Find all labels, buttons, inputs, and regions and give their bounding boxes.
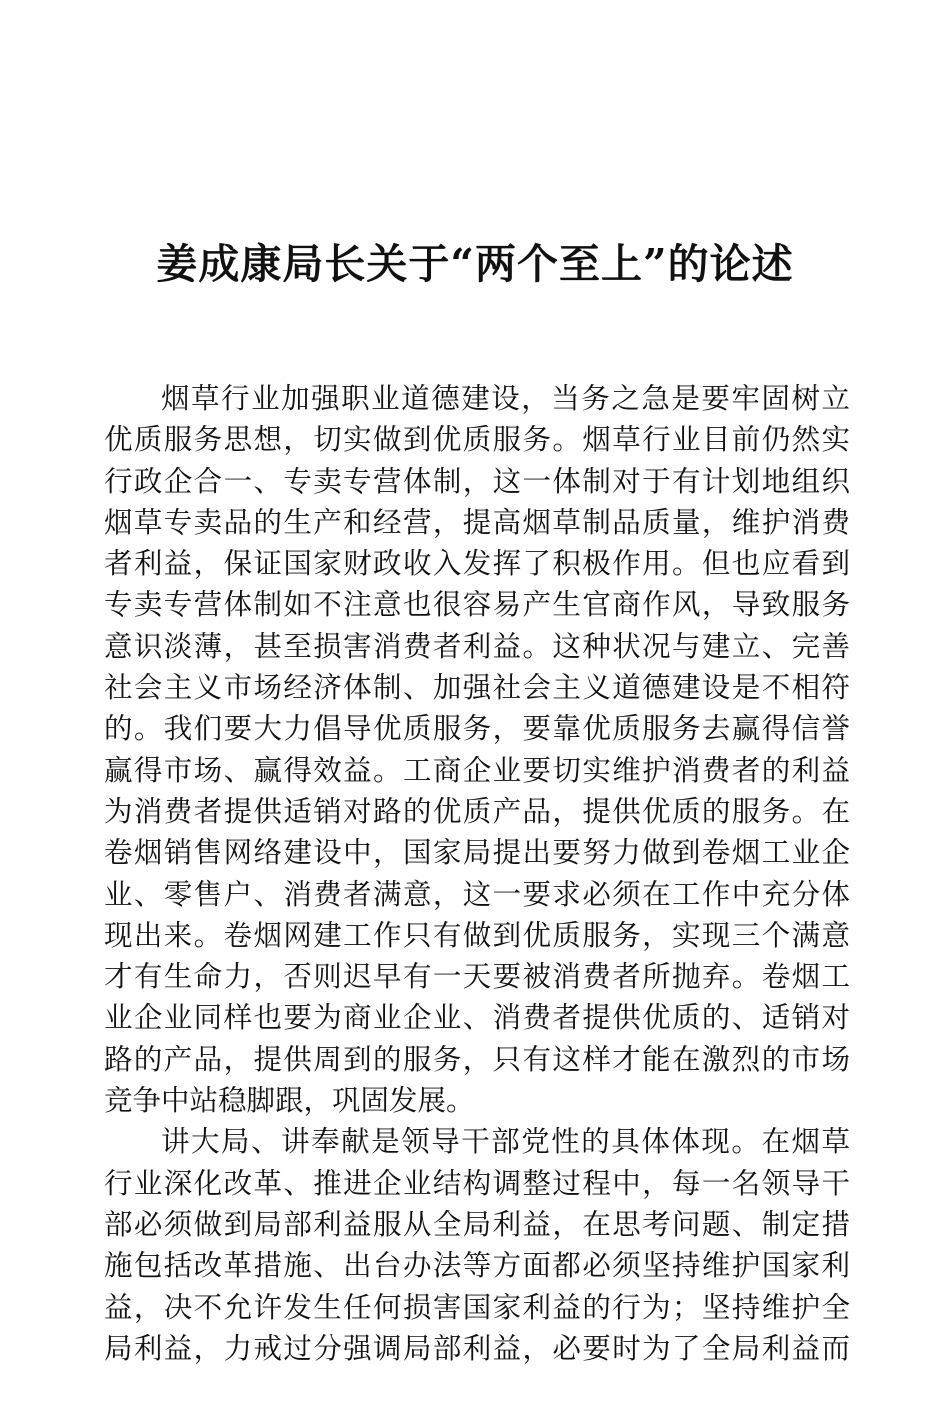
paragraph-1-line-9: 的。我们要大力倡导优质服务，要靠优质服务去赢得信誉	[104, 712, 850, 746]
paragraph-1-line-16: 业企业同样也要为商业企业、消费者提供优质的、适销对	[104, 1001, 850, 1035]
paragraph-1-line-14: 现出来。卷烟网建工作只有做到优质服务，实现三个满意	[104, 918, 850, 952]
paragraph-1-line-12: 卷烟销售网络建设中，国家局提出要努力做到卷烟工业企	[104, 836, 850, 870]
paragraph-1-line-8: 社会主义市场经济体制、加强社会主义道德建设是不相符	[104, 671, 850, 705]
paragraph-1-line-7: 意识淡薄，甚至损害消费者利益。这种状况与建立、完善	[104, 629, 850, 663]
paragraph-1-line-3: 行政企合一、专卖专营体制，这一体制对于有计划地组织	[104, 464, 850, 498]
paragraph-1-line-17: 路的产品，提供周到的服务，只有这样才能在激烈的市场	[104, 1042, 850, 1076]
document-body	[104, 378, 850, 1369]
paragraph-1-line-18: 竞争中站稳脚跟，巩固发展。	[104, 1084, 475, 1118]
paragraph-1-line-1: 烟草行业加强职业道德建设，当务之急是要牢固树立	[161, 382, 850, 415]
paragraph-1-line-10: 赢得市场、赢得效益。工商企业要切实维护消费者的利益	[104, 753, 850, 787]
paragraph-1-line-4: 烟草专卖品的生产和经营，提高烟草制品质量，维护消费	[104, 505, 850, 539]
paragraph-1-line-2: 优质服务思想，切实做到优质服务。烟草行业目前仍然实	[104, 423, 850, 457]
paragraph-2-line-5: 益，决不允许发生任何损害国家利益的行为；坚持维护全	[104, 1290, 850, 1324]
paragraph-1-line-15: 才有生命力，否则迟早有一天要被消费者所抛弃。卷烟工	[104, 960, 850, 994]
paragraph-1-line-13: 业、零售户、消费者满意，这一要求必须在工作中充分体	[104, 877, 850, 911]
paragraph-2-line-1: 讲大局、讲奉献是领导干部党性的具体体现。在烟草	[161, 1125, 850, 1159]
paragraph-1-line-6: 专卖专营体制如不注意也很容易产生官商作风，导致服务	[104, 588, 850, 622]
paragraph-2-line-6: 局利益，力戒过分强调局部利益，必要时为了全局利益而	[104, 1331, 850, 1365]
paragraph-2-line-4: 施包括改革措施、出台办法等方面都必须坚持维护国家利	[104, 1249, 850, 1283]
paragraph-1-line-11: 为消费者提供适销对路的优质产品，提供优质的服务。在	[104, 794, 850, 828]
paragraph-1-line-5: 者利益，保证国家财政收入发挥了积极作用。但也应看到	[104, 547, 850, 581]
paragraph-2-line-2: 行业深化改革、推进企业结构调整过程中，每一名领导干	[104, 1166, 850, 1200]
paragraph-2-line-3: 部必须做到局部利益服从全局利益，在思考问题、制定措	[104, 1207, 850, 1241]
document-title: 姜成康局长关于“两个至上”的论述	[156, 240, 794, 288]
